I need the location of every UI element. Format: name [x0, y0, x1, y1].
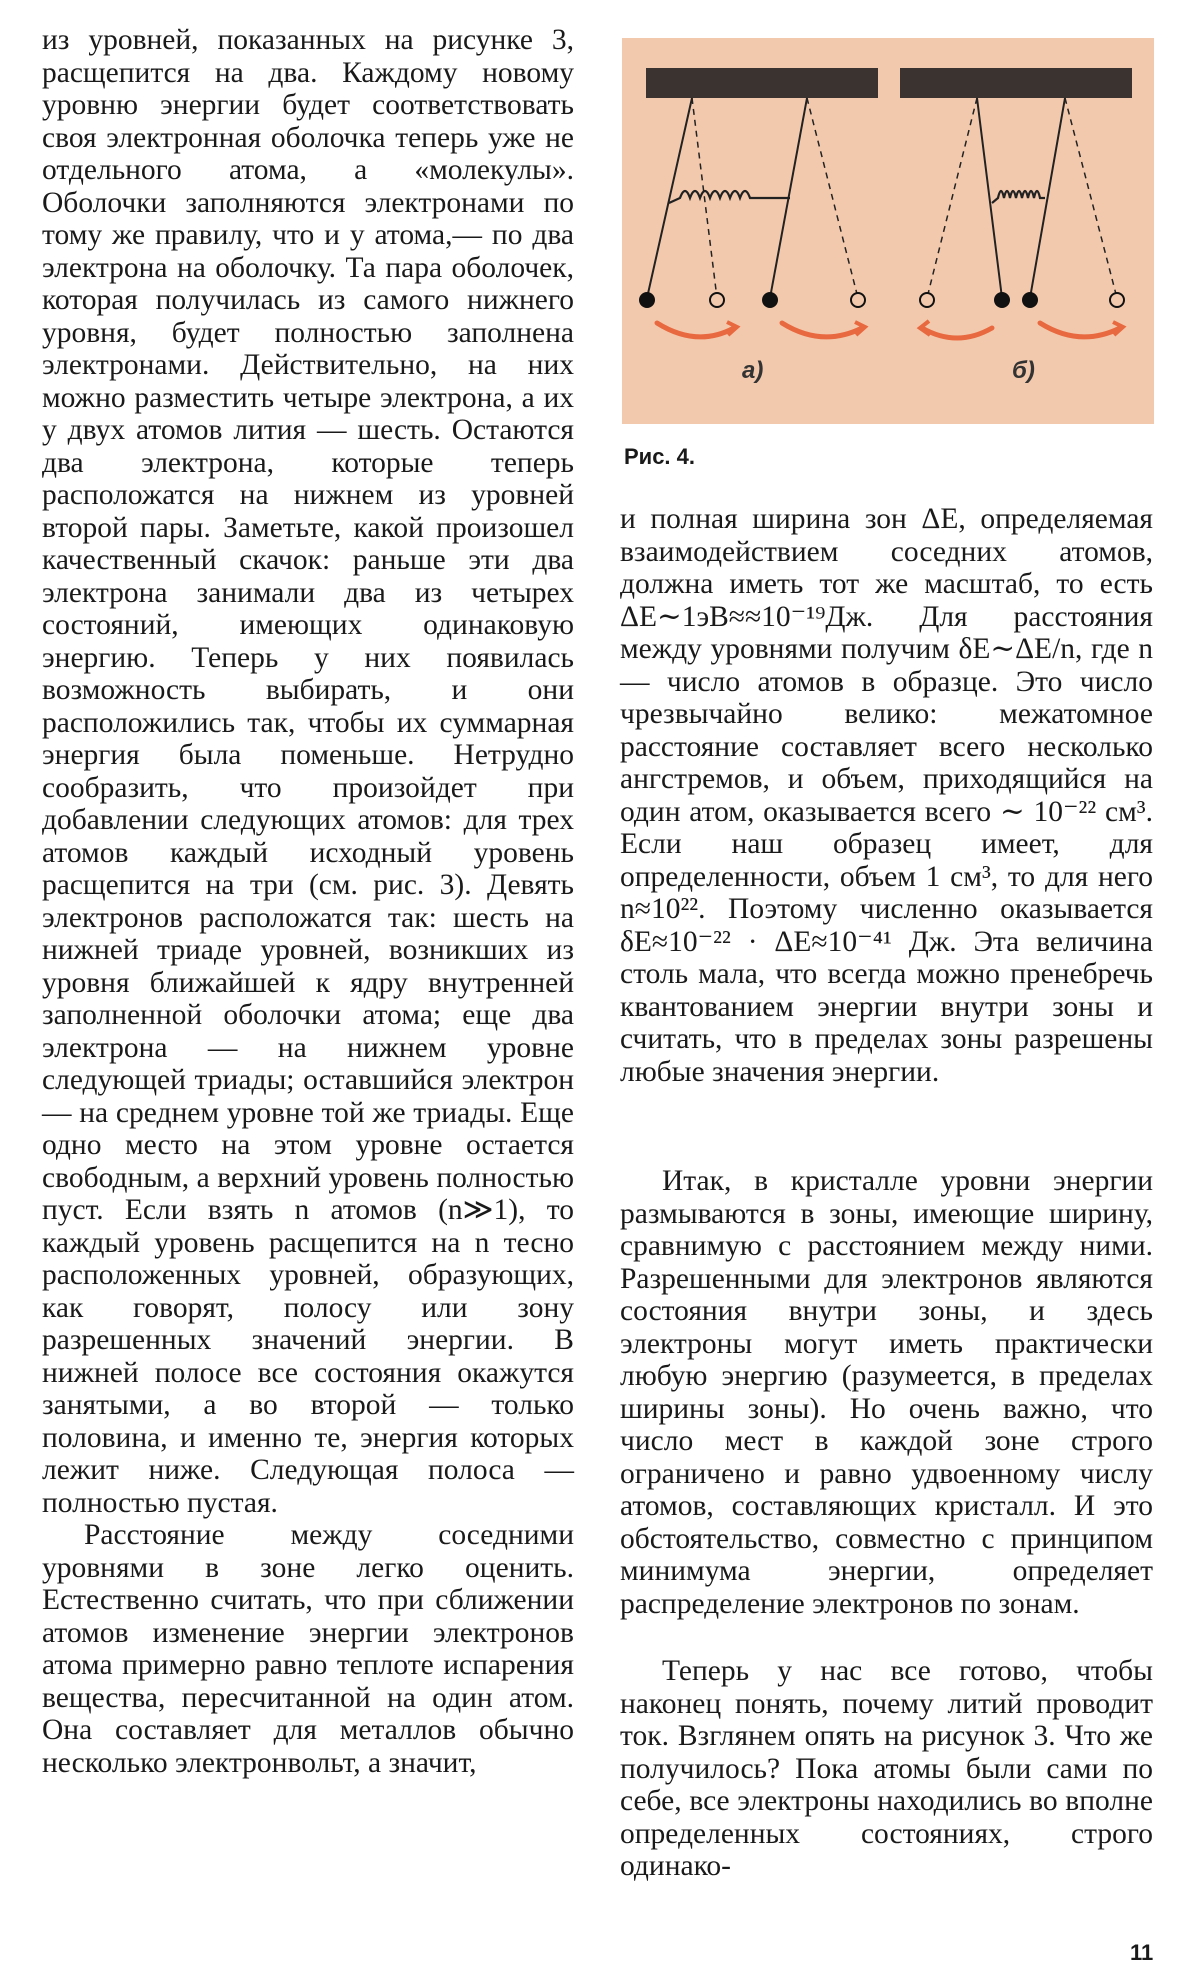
pendulum-bob-outline: [1110, 293, 1124, 307]
pendulum-bob: [639, 292, 655, 308]
pendulum-bob-outline: [710, 293, 724, 307]
pendulum-bob: [994, 292, 1010, 308]
right-paragraph-2: Итак, в кристалле уровни энергии размываются в зоны, имеющие ширину, сравнимую с расстоянием между ними. Разрешенными для электронов являются состояния внутри зоны, и здесь электроны могут иметь практически любую энергию (разумеется, в пределах ширины зоны). Но очень важно, что число мест в каждой зоне строго ограничено и равно удвоенному числу атомов, составляющих кристалл. И это обстоятельство, совместно с принципом минимума энергии, определяет распределение электронов по зонам.: [620, 1165, 1153, 1620]
spring-icon: [669, 191, 790, 203]
pendulum-string-dashed: [807, 98, 858, 298]
page-number: 11: [1130, 1940, 1154, 1965]
pendulum-bob: [762, 292, 778, 308]
panel-label-b: б): [1012, 357, 1035, 384]
pendulum-bob-outline: [851, 293, 865, 307]
left-column: [42, 24, 574, 1779]
right-column-bottom: [620, 1655, 1153, 1883]
ceiling-bar-a: [646, 68, 878, 98]
coupled-pendulums-diagram: [622, 38, 1154, 424]
arrow-right-icon: [1040, 323, 1120, 337]
right-paragraph-3: Теперь у нас все готово, чтобы наконец понять, почему литий проводит ток. Взглянем опять на рисунок 3. Что же получилось? Пока атомы были сами по себе, все электроны находились во вполне определенных состояниях, строго одинако-: [620, 1655, 1153, 1882]
arrow-left-icon: [922, 328, 992, 338]
figure-caption: Рис. 4.: [624, 444, 696, 469]
right-paragraph-1: и полная ширина зон ΔE, определяемая взаимодействием соседних атомов, должна иметь тот же масштаб, то есть ΔE∼1эВ≈≈10⁻¹⁹Дж. Для расстояния между уровнями получим δE∼ΔE/n, где n — число атомов в образце. Это число чрезвычайно велико: межатомное расстояние составляет всего несколько ангстремов, и объем, приходящийся на один атом, оказывается всего ∼ 10⁻²² см³. Если наш образец имеет, для определенности, объем 1 см³, то для него n≈10²². Поэтому численно оказывается δE≈10⁻²² · ΔE≈10⁻⁴¹ Дж. Эта величина столь мала, что всегда можно пренебречь квантованием энергии внутри зоны и считать, что в пределах зоны разрешены любые значения энергии.: [620, 503, 1153, 1088]
panel-label-a: а): [742, 357, 764, 384]
pendulum-string-dashed: [692, 98, 717, 298]
spring-icon: [992, 191, 1045, 203]
arrow-right-icon: [657, 323, 734, 337]
pendulum-string: [1030, 98, 1065, 298]
pendulum-string: [647, 98, 692, 298]
pendulum-bob: [1022, 292, 1038, 308]
right-column-top: [620, 503, 1153, 1088]
pendulum-bob-outline: [920, 293, 934, 307]
left-paragraph-2: Расстояние между соседними уровнями в зоне легко оценить. Естественно считать, что при сближении атомов изменение энергии электронов атома примерно равно теплоте испарения вещества, пересчитанной на один атом. Она составляет для металлов обычно несколько электронвольт, а значит,: [42, 1519, 574, 1779]
ceiling-bar-b: [900, 68, 1132, 98]
right-column-middle: [620, 1165, 1153, 1620]
left-paragraph-1: из уровней, показанных на рисунке 3, расщепится на два. Каждому новому уровню энергии будет соответствовать своя электронная оболочка теперь уже не отдельного атома, а «молекулы». Оболочки заполняются электронами по тому же правилу, что и у атома,— по два электрона на оболочку. Та пара оболочек, которая получилась из самого нижнего уровня, будет полностью заполнена электронами. Действительно, на них можно разместить четыре электрона, а их у двух атомов лития — шесть. Остаются два электрона, которые теперь расположатся на нижнем из уровней второй пары. Заметьте, какой произошел качественный скачок: раньше эти два электрона занимали два из четырех состояний, имеющих одинаковую энергию. Теперь у них появилась возможность выбирать, и они расположились так, чтобы их суммарная энергия была поменьше. Нетрудно сообразить, что произойдет при добавлении следующих атомов: для трех атомов каждый исходный уровень расщепится на три (см. рис. 3). Девять электронов расположатся так: шесть на нижней триаде уровней, возникших из уровня ближайшей к ядру внутренней заполненной оболочки атома; еще два электрона — на нижнем уровне следующей триады; оставшийся электрон — на среднем уровне той же триады. Еще одно место на этом уровне остается свободным, а верхний уровень полностью пуст. Если взять n атомов (n≫1), то каждый уровень расщепится на n тесно расположенных уровней, образующих, как говорят, полосу или зону разрешенных значений энергии. В нижней полосе все состояния окажутся занятыми, а во второй — только половина, и именно те, энергия которых лежит ниже. Следующая полоса — полностью пустая.: [42, 24, 574, 1519]
pendulum-string-dashed: [927, 98, 977, 298]
pendulum-string-dashed: [1065, 98, 1117, 298]
arrow-right-icon: [782, 323, 862, 337]
pendulum-figure: [622, 38, 1154, 424]
